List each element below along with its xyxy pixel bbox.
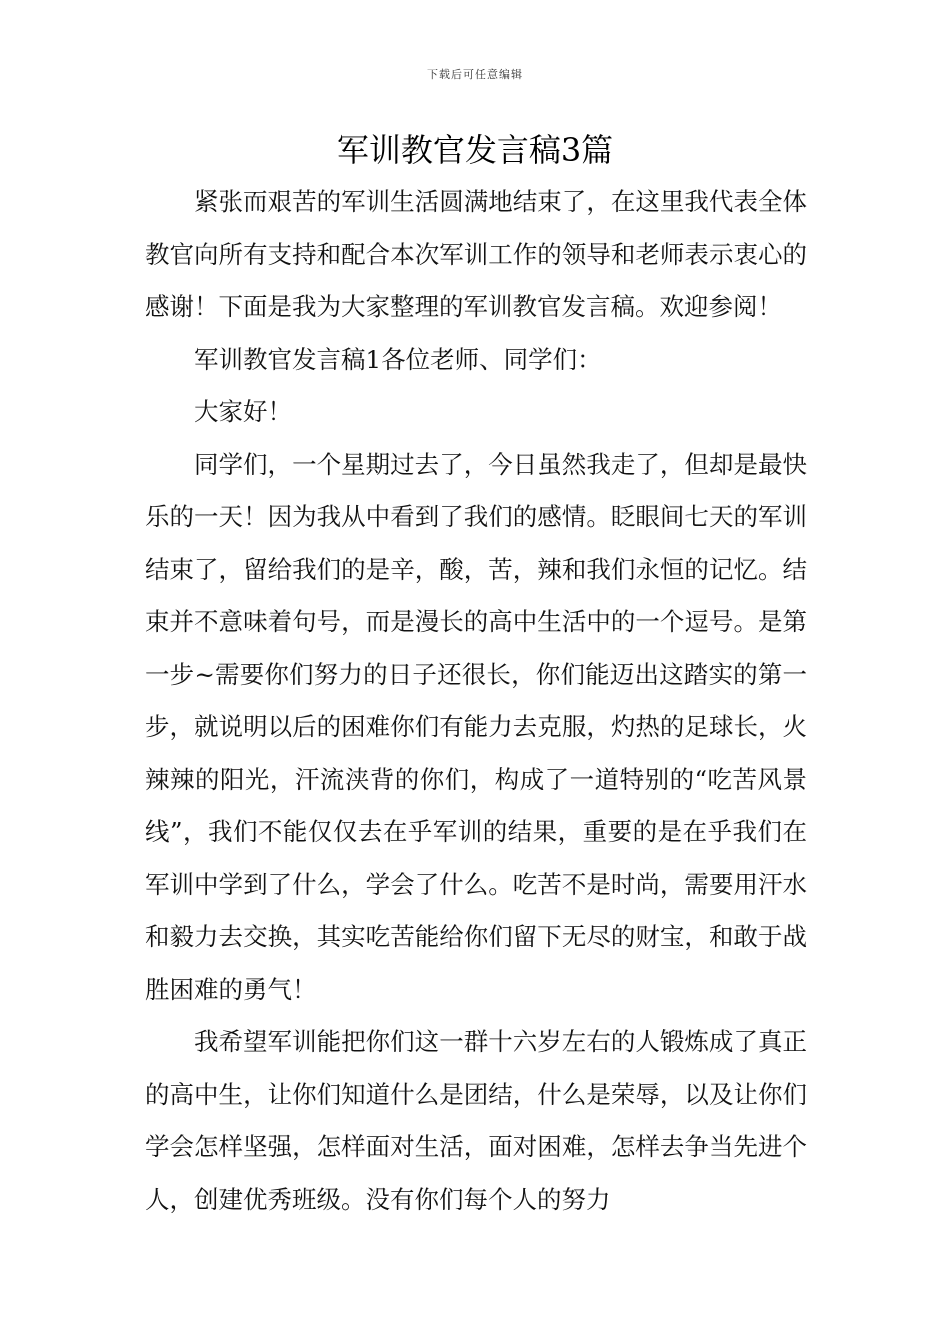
body-paragraph-2: 我希望军训能把你们这一群十六岁左右的人锻炼成了真正的高中生，让你们知道什么是团结，什么是荣辱，以及让你们学会怎样坚强，怎样面对生活，面对困难，怎样去争当先进个人，创建优秀班级。没有你们每个人的努力 bbox=[145, 1027, 807, 1214]
document-title: 军训教官发言稿3篇 bbox=[336, 131, 614, 169]
greeting-paragraph: 大家好！ bbox=[194, 397, 292, 426]
intro-paragraph: 紧张而艰苦的军训生活圆满地结束了，在这里我代表全体教官向所有支持和配合本次军训工作的领导和老师表示衷心的感谢！下面是我为大家整理的军训教官发言稿。欢迎参阅！ bbox=[145, 187, 807, 321]
document-body bbox=[145, 176, 807, 1226]
body-paragraph-1: 同学们，一个星期过去了，今日虽然我走了，但却是最快乐的一天！因为我从中看到了我们的感情。眨眼间七天的军训结束了，留给我们的是辛，酸，苦，辣和我们永恒的记忆。结束并不意味着句号，而是漫长的高中生活中的一个逗号。是第一步~需要你们努力的日子还很长，你们能迈出这踏实的第一步，就说明以后的困难你们有能力去克服，灼热的足球长，火辣辣的阳光，汗流浃背的你们，构成了一道特别的“吃苦风景线”，我们不能仅仅去在乎军训的结果，重要的是在乎我们在军训中学到了什么，学会了什么。吃苦不是时尚，需要用汗水和毅力去交换，其实吃苦能给你们留下无尽的财宝，和敢于战胜困难的勇气！ bbox=[145, 449, 807, 1004]
speech-heading-paragraph: 军训教官发言稿1各位老师、同学们： bbox=[194, 344, 602, 374]
header-note: 下载后可任意编辑 bbox=[427, 68, 523, 81]
